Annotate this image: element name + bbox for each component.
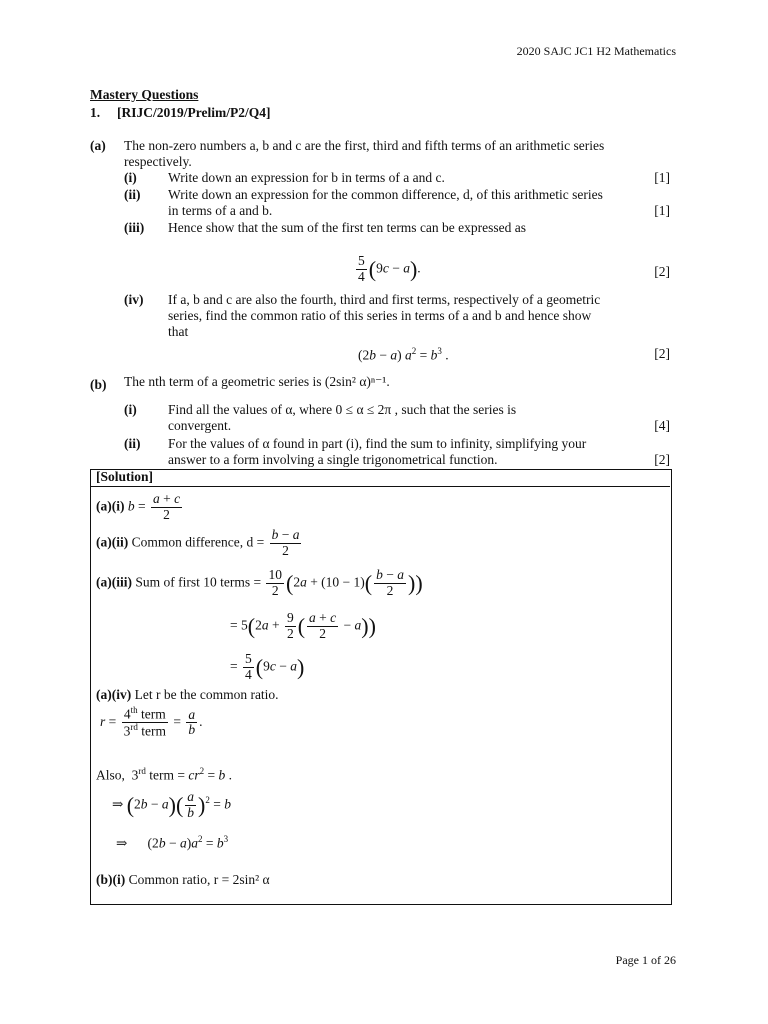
part-a-iii-text: Hence show that the sum of the first ten terms can be expressed as <box>168 220 527 235</box>
part-a-intro-line2: respectively. <box>124 154 192 169</box>
part-a-iv-expression: (2b − a) $a^2 = b^3$ . <box>358 346 449 363</box>
part-b-ii-line2: answer to a form involving a single trigonometrical function. <box>168 452 498 467</box>
solution-aiv-label: (a)(iv) <box>96 687 132 702</box>
page-header: 2020 SAJC JC1 H2 Mathematics <box>516 44 676 58</box>
part-b-ii-line1: For the values of α found in part (i), find the sum to infinity, simplifying your <box>168 436 587 451</box>
part-a-intro <box>124 138 670 170</box>
solution-also-text: Also, <box>96 767 125 783</box>
solution-aiii-text: Sum of first 10 terms = <box>135 574 262 590</box>
part-b-i-line1: Find all the values of α, where 0 ≤ α ≤ 2π , such that the series is <box>168 402 517 417</box>
solution-ai-label: (a)(i) <box>96 498 125 514</box>
solution-ai: (a)(i) b = $\frac{a + c}{2}$ <box>96 491 181 522</box>
part-a-iii-expr-row <box>168 253 670 288</box>
part-a-iv-expr-row <box>168 346 670 366</box>
part-a-iii-label: (iii) <box>124 220 145 235</box>
part-a-i-marks: [1] <box>654 170 670 185</box>
question-number: 1. <box>90 105 101 120</box>
part-b-i-line2: convergent. <box>168 418 232 433</box>
part-b-label: (b) <box>90 377 107 392</box>
solution-aiv-text: Let r be the common ratio. <box>134 687 279 702</box>
part-a-label: (a) <box>90 138 106 153</box>
solution-heading: [Solution] <box>96 469 154 484</box>
solution-aiii: (a)(iii) Sum of first 10 terms = $\frac{10}{2}$ (2a + (10 − 1)( $\frac{b - a}{2}$ )) <box>96 567 423 598</box>
part-a-ii-marks: [1] <box>654 203 670 218</box>
solution-implies-2: ⇒ $(2b - a)a^2 = b^3$ <box>116 834 229 851</box>
part-b-i-label: (i) <box>124 402 137 417</box>
part-b-i <box>168 402 670 434</box>
part-a-iv-line2: series, find the common ratio of this series in terms of a and b and hence show <box>168 308 592 323</box>
part-a-iv-line1: If a, b and c are also the fourth, third and first terms, respectively of a geometric <box>168 292 601 307</box>
section-title: Mastery Questions <box>90 87 199 102</box>
part-a-ii-label: (ii) <box>124 187 141 202</box>
solution-implies-1: ⇒ (2b − a)( $\frac{a}{b}$ )$^2$ = b <box>112 789 231 820</box>
part-b-ii-marks: [2] <box>654 452 670 467</box>
part-a-ii-line2: in terms of a and b. <box>168 203 273 218</box>
part-a-i <box>168 170 670 186</box>
solution-aiv-ratio: r = $\frac{4^{th} term}{3^{rd} term}$ = $\frac{a}{b}$ . <box>100 705 203 739</box>
solution-aiv <box>96 687 279 703</box>
solution-aii-text: Common difference, d = <box>131 534 265 550</box>
part-a-iii-expression: $\frac{5}{4}$ (9c − a). <box>358 253 421 284</box>
part-a-iv-marks: [2] <box>654 346 670 361</box>
question-source: [RIJC/2019/Prelim/P2/Q4] <box>117 105 271 120</box>
solution-aiii-step2: = 5(2a + $\frac{9}{2}$ ( $\frac{a + c}{2}$ − a)) <box>230 610 376 641</box>
solution-aii: (a)(ii) Common difference, d = $\frac{b - a}{2}$ <box>96 527 300 558</box>
part-a-i-label: (i) <box>124 170 137 185</box>
page-footer: Page 1 of 26 <box>615 953 676 967</box>
solution-bi <box>96 872 270 888</box>
part-a-iv-line3: that <box>168 324 189 339</box>
part-a-i-text: Write down an expression for b in terms of a and c. <box>168 170 445 185</box>
solution-heading-row <box>90 469 670 487</box>
part-b-i-marks: [4] <box>654 418 670 433</box>
part-a-iii-marks: [2] <box>654 264 670 279</box>
part-b-ii <box>168 436 670 468</box>
solution-bi-text: Common ratio, r = 2sin² α <box>128 872 270 887</box>
part-a-intro-line1: The non-zero numbers a, b and c are the first, third and fifth terms of an arithmetic series <box>124 138 605 153</box>
solution-aiii-label: (a)(iii) <box>96 574 132 590</box>
part-a-iv-label: (iv) <box>124 292 144 307</box>
part-a-ii-line1: Write down an expression for the common difference, d, of this arithmetic series <box>168 187 603 202</box>
part-a-ii <box>168 187 670 219</box>
solution-bi-label: (b)(i) <box>96 872 126 887</box>
part-b-ii-label: (ii) <box>124 436 141 451</box>
solution-aii-label: (a)(ii) <box>96 534 129 550</box>
solution-also: Also, 3rd term = $cr^2 = b$ . <box>96 766 232 783</box>
part-a-iv <box>168 292 670 340</box>
part-b-intro: The nth term of a geometric series is (2sin² α)ⁿ⁻¹. <box>124 374 390 389</box>
solution-aiii-step3: = $\frac{5}{4}$ (9c − a) <box>230 651 305 682</box>
